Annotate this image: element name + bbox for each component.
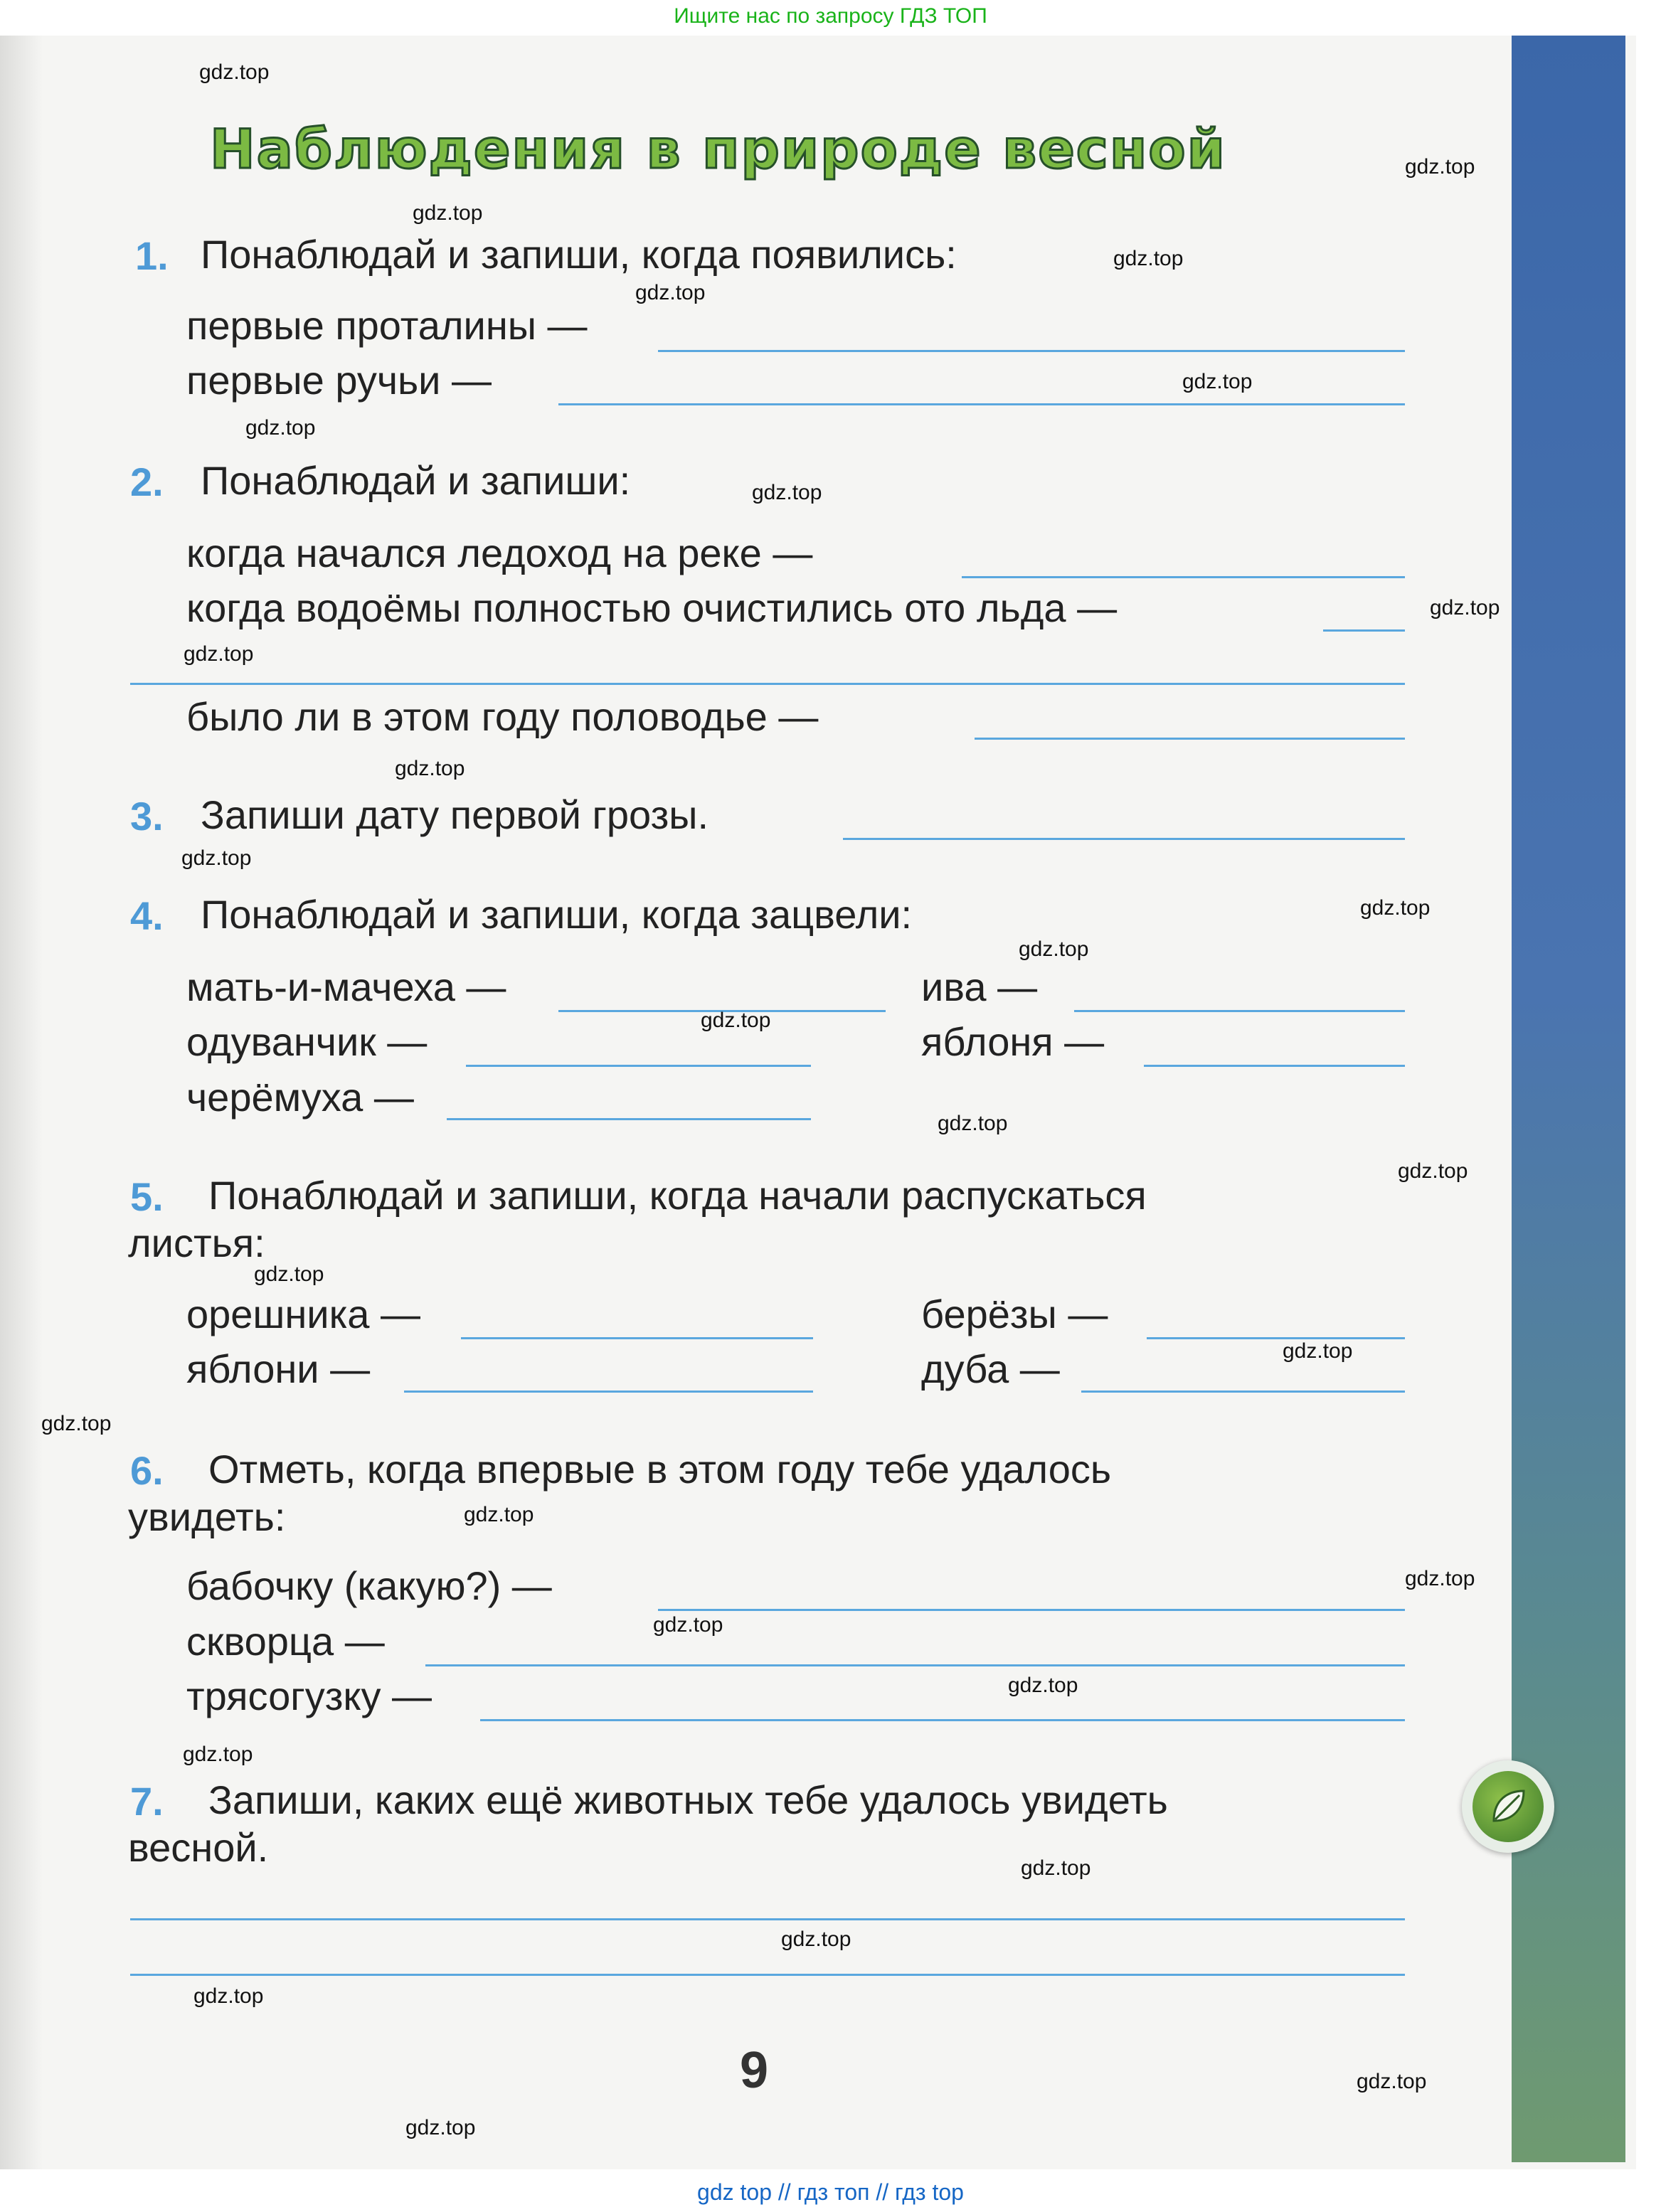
task-5-number: 5. — [130, 1174, 164, 1219]
task-1-item: первые проталины — — [186, 303, 588, 348]
answer-line[interactable] — [404, 1391, 813, 1393]
leaf-icon — [1472, 1771, 1544, 1842]
watermark: gdz.top — [1357, 2070, 1427, 2093]
task-6-item: трясогузку — — [186, 1674, 433, 1718]
task-3-number: 3. — [130, 794, 164, 839]
answer-line[interactable] — [1323, 629, 1405, 632]
task-4-item: черёмуха — — [186, 1075, 414, 1120]
watermark: gdz.top — [1113, 247, 1184, 270]
task-6-item: скворца — — [186, 1619, 385, 1664]
answer-line[interactable] — [425, 1664, 1405, 1666]
task-7-text-line2: весной. — [128, 1825, 269, 1870]
answer-line[interactable] — [466, 1065, 811, 1067]
page-binding-shadow — [0, 36, 43, 2169]
watermark: gdz.top — [41, 1412, 112, 1435]
watermark: gdz.top — [405, 2116, 476, 2139]
watermark: gdz.top — [254, 1262, 324, 1286]
task-6-number: 6. — [130, 1448, 164, 1493]
answer-line[interactable] — [130, 1974, 1405, 1976]
answer-line[interactable] — [843, 838, 1405, 840]
watermark: gdz.top — [1405, 155, 1475, 179]
watermark: gdz.top — [1398, 1159, 1468, 1183]
answer-line[interactable] — [447, 1118, 811, 1120]
top-banner-text: Ищите нас по запросу ГДЗ ТОП — [674, 4, 987, 28]
answer-line[interactable] — [1147, 1337, 1405, 1339]
page-title: Наблюдения в природе весной — [210, 117, 1226, 181]
task-5-item: дуба — — [921, 1346, 1060, 1391]
page-number: 9 — [740, 2042, 769, 2099]
task-3-text: Запиши дату первой грозы. — [201, 792, 709, 837]
answer-line[interactable] — [658, 350, 1405, 352]
answer-line[interactable] — [480, 1719, 1405, 1721]
watermark: gdz.top — [781, 1927, 851, 1951]
watermark: gdz.top — [1182, 370, 1253, 393]
watermark: gdz.top — [193, 1984, 264, 2008]
bottom-banner — [0, 2173, 1661, 2212]
watermark: gdz.top — [464, 1503, 534, 1526]
answer-line[interactable] — [962, 576, 1405, 578]
watermark: gdz.top — [701, 1009, 771, 1032]
answer-line[interactable] — [461, 1337, 813, 1339]
task-1-number: 1. — [135, 233, 169, 278]
task-5-text-line1: Понаблюдай и запиши, когда начали распускаться — [208, 1173, 1147, 1218]
task-1-text: Понаблюдай и запиши, когда появились: — [201, 232, 957, 277]
watermark: gdz.top — [752, 481, 822, 504]
watermark: gdz.top — [245, 416, 316, 440]
watermark: gdz.top — [1019, 937, 1089, 961]
answer-line[interactable] — [558, 403, 1405, 405]
task-4-item: мать-и-мачеха — — [186, 964, 506, 1009]
watermark: gdz.top — [635, 281, 706, 304]
task-2-number: 2. — [130, 459, 164, 504]
watermark: gdz.top — [184, 642, 254, 666]
answer-line[interactable] — [1081, 1391, 1405, 1393]
task-5-text-line2: листья: — [128, 1221, 265, 1265]
task-4-item: одуванчик — — [186, 1019, 428, 1064]
task-2-item: было ли в этом году половодье — — [186, 694, 819, 739]
answer-line[interactable] — [658, 1609, 1405, 1611]
task-2-item: когда начался ледоход на реке — — [186, 531, 813, 575]
watermark: gdz.top — [413, 201, 483, 225]
watermark: gdz.top — [181, 846, 252, 870]
task-4-item: ива — — [921, 964, 1038, 1009]
watermark: gdz.top — [653, 1613, 723, 1637]
task-6-item: бабочку (какую?) — — [186, 1563, 552, 1608]
task-6-text-line2: увидеть: — [128, 1494, 286, 1539]
watermark: gdz.top — [183, 1743, 253, 1766]
task-7-number: 7. — [130, 1779, 164, 1824]
task-4-text: Понаблюдай и запиши, когда зацвели: — [201, 892, 913, 937]
task-7-text-line1: Запиши, каких ещё животных тебе удалось увидеть — [208, 1777, 1168, 1822]
watermark: gdz.top — [199, 60, 270, 84]
task-4-number: 4. — [130, 893, 164, 938]
answer-line[interactable] — [1144, 1065, 1405, 1067]
leaf-emblem — [1462, 1760, 1554, 1853]
top-banner — [0, 0, 1661, 36]
task-6-text-line1: Отметь, когда впервые в этом году тебе удалось — [208, 1447, 1112, 1491]
answer-line[interactable] — [130, 1918, 1405, 1920]
watermark: gdz.top — [1360, 896, 1431, 920]
task-5-item: орешника — — [186, 1292, 420, 1336]
answer-line[interactable] — [130, 683, 1405, 685]
answer-line[interactable] — [975, 738, 1405, 740]
watermark: gdz.top — [1405, 1567, 1475, 1590]
watermark: gdz.top — [1283, 1339, 1353, 1363]
task-4-item: яблоня — — [921, 1019, 1105, 1064]
watermark: gdz.top — [395, 757, 465, 780]
task-5-item: берёзы — — [921, 1292, 1108, 1336]
task-2-item: когда водоёмы полностью очистились ото льда — — [186, 585, 1118, 630]
watermark: gdz.top — [938, 1112, 1008, 1135]
watermark: gdz.top — [1008, 1674, 1078, 1697]
task-2-text: Понаблюдай и запиши: — [201, 458, 631, 503]
watermark: gdz.top — [1021, 1856, 1091, 1880]
watermark: gdz.top — [1430, 596, 1500, 620]
task-1-item: первые ручьи — — [186, 358, 492, 403]
bottom-banner-text: gdz top // гдз топ // гдз top — [697, 2179, 964, 2205]
answer-line[interactable] — [1074, 1010, 1405, 1012]
task-5-item: яблони — — [186, 1346, 371, 1391]
